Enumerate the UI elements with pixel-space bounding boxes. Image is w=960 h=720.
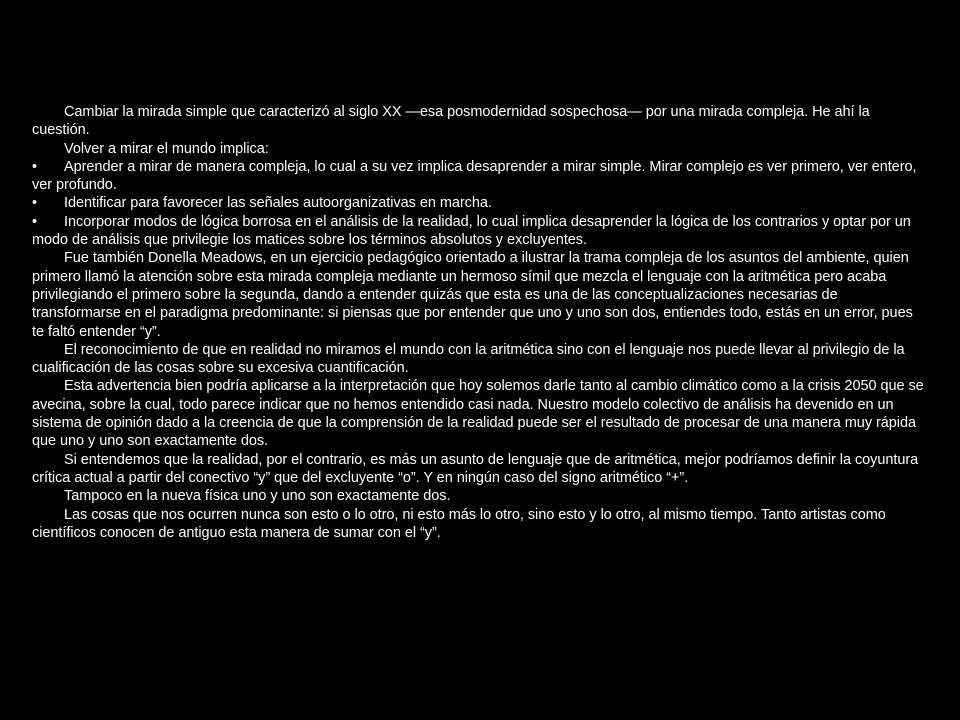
paragraph-esto-y-lo-otro: Las cosas que nos ocurren nunca son esto o lo otro, ni esto más lo otro, sino esto y lo otro, al mismo tiempo. Tanto artistas como científicos conocen de antiguo esta manera de sumar con el “y”.: [32, 506, 886, 541]
bullet-text: Identificar para favorecer las señales autoorganizativas en marcha.: [64, 195, 492, 212]
bullet-text: Incorporar modos de lógica borrosa en el análisis de la realidad, lo cual implica desaprender la lógica de los contrarios y optar por un modo de análisis que privilegie los matices sobre los términos absolutos y excluyentes.: [32, 213, 911, 249]
paragraph-lenguaje: El reconocimiento de que en realidad no miramos el mundo con la aritmética sino con el lenguaje nos puede llevar al privilegio de la cualificación de las cosas sobre su excesiva cuantificación.: [32, 341, 905, 377]
paragraph-conectivo: Si entendemos que la realidad, por el contrario, es más un asunto de lenguaje que de aritmética, mejor podríamos definir la coyuntura crítica actual a partir del conectivo “y” que del excluyente “o”. Y en ningún caso del signo aritmético “+”.: [32, 451, 919, 486]
text-body: [32, 103, 924, 542]
bullet-item-2: [32, 194, 924, 212]
bullet-dot-icon: •: [32, 195, 38, 212]
bullet-item-3: [32, 213, 924, 250]
bullet-text: Aprender a mirar de manera compleja, lo cual a su vez implica desaprender a mirar simple. Mirar complejo es ver primero, ver entero, ver profundo.: [32, 158, 917, 194]
paragraph-meadows: Fue también Donella Meadows, en un ejercicio pedagógico orientado a ilustrar la trama compleja de los asuntos del ambiente, quien primero llamó la atención sobre esta mirada compleja mediante un hermoso símil que mezcla el lenguaje con la aritmética pero acaba privilegiando el primero sobre la segunda, dando a entender quizás que esta es una de las conceptualizaciones necesarias de transformarse en el paradigma predominante: si piensas que por entender que uno y uno son dos, entiendes todo, estás en un error, pues te faltó entender “y”.: [32, 250, 913, 340]
paragraph-nueva-fisica: Tampoco en la nueva física uno y uno son exactamente dos.: [64, 488, 451, 505]
bullet-dot-icon: •: [32, 213, 38, 230]
bullet-dot-icon: •: [32, 158, 38, 175]
paragraph-advertencia: Esta advertencia bien podría aplicarse a la interpretación que hoy solemos darle tanto al cambio climático como a la crisis 2050 que se avecina, sobre la cual, todo parece indicar que no hemos entendido casi nada. Nuestro modelo colectivo de análisis ha devenido en un sistema de opinión dado a la creencia de que la comprensión de la realidad puede ser el resultado de procesar de una manera muy rápida que uno y uno son exactamente dos.: [32, 378, 924, 450]
bullet-item-1: [32, 158, 924, 195]
paragraph-intro: Cambiar la mirada simple que caracterizó al siglo XX —esa posmodernidad sospechosa— por una mirada compleja. He ahí la cuestión.: [32, 104, 870, 139]
paragraph-lead-in: Volver a mirar el mundo implica:: [64, 140, 269, 157]
